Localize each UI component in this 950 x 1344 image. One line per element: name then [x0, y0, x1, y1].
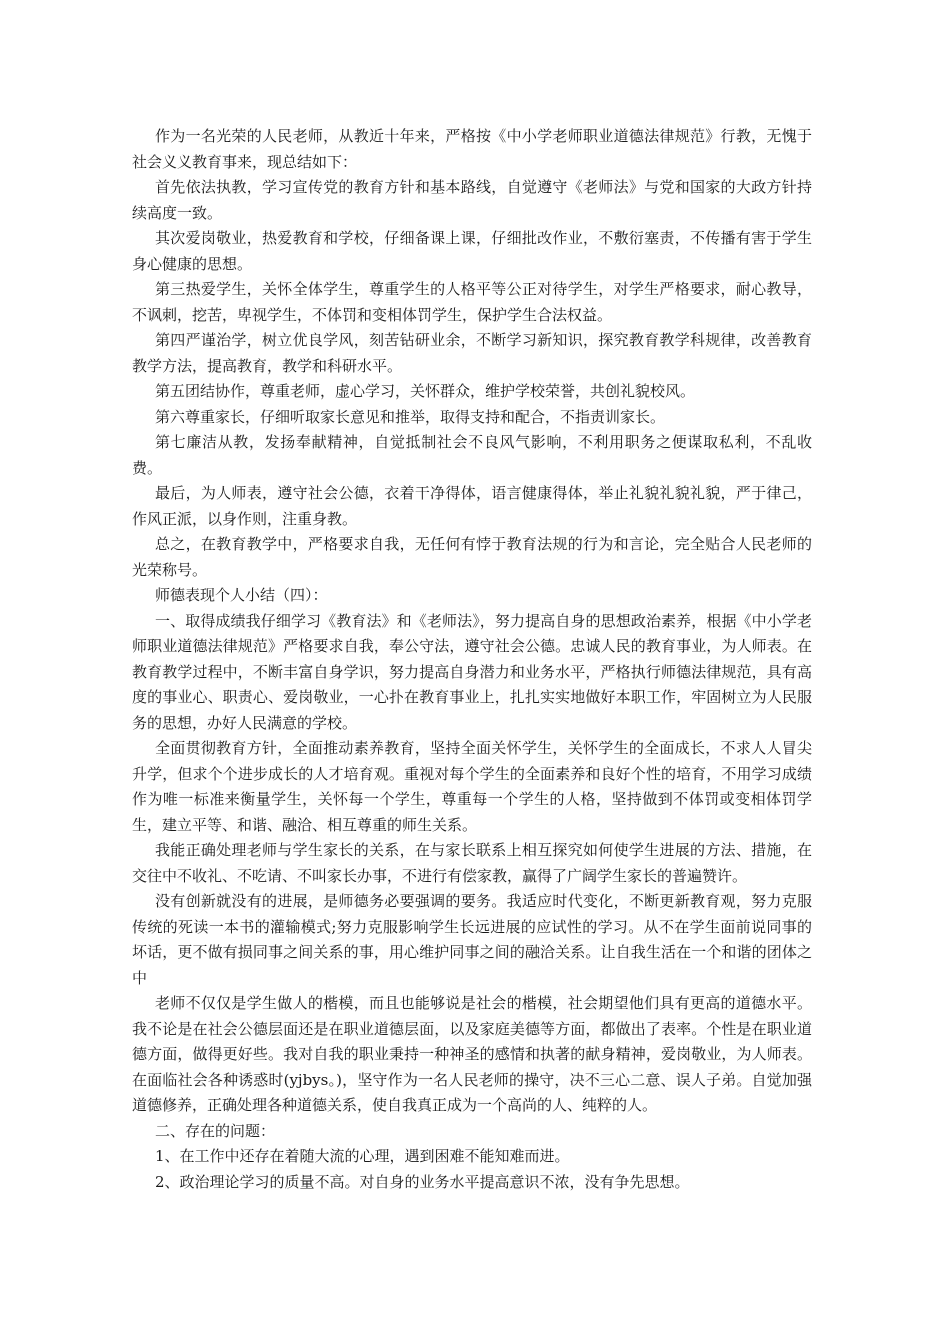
- section-heading-summary-4: 师德表现个人小结（四）：: [155, 586, 328, 604]
- paragraph-students: 第三热爱学生，关怀全体学生，尊重学生的人格平等公正对待学生，对学生严格要求，耐心教导，不讽刺，挖苦，卑视学生，不体罚和变相体罚学生，保护学生合法权益。: [132, 280, 812, 324]
- paragraph-conduct: 最后，为人师表，遵守社会公德，衣着干净得体，语言健康得体，举止礼貌礼貌礼貌，严于律己，作风正派，以身作则，注重身教。: [132, 484, 812, 528]
- problem-item-1: 1、在工作中还存在着随大流的心理，遇到困难不能知难而进。: [155, 1147, 570, 1165]
- paragraph-parents: 第六尊重家长，仔细听取家长意见和推举，取得支持和配合，不指责训家长。: [155, 407, 666, 426]
- paragraph-innovation: 没有创新就没有的进展，是师德务必要强调的要务。我适应时代变化，不断更新教育观，努力克服传统的死读一本书的灌输模式;努力克服影响学生长远进展的应试性的学习。从不在学生面前说同事的坏话，更不做有损同事之间关系的事，用心维护同事之间的融洽关系。让自我生活在一个和谐的团体之中: [132, 892, 812, 987]
- paragraph-parent-relations: 我能正确处理老师与学生家长的关系，在与家长联系上相互探究如何使学生进展的方法、措施，在交往中不收礼、不吃请、不叫家长办事，不进行有偿家教，赢得了广阔学生家长的普遍赞许。: [132, 841, 812, 885]
- paragraph-intro: 作为一名光荣的人民老师，从教近十年来，严格按《中小学老师职业道德法律规范》行教，无愧于社会义义教育事来，现总结如下：: [132, 127, 812, 171]
- paragraph-law: 首先依法执教，学习宣传党的教育方针和基本路线，自觉遵守《老师法》与党和国家的大政方针持续高度一致。: [132, 178, 812, 222]
- paragraph-dedication: 其次爱岗敬业，热爱教育和学校，仔细备课上课，仔细批改作业，不敷衍塞责，不传播有害于学生身心健康的思想。: [132, 229, 812, 273]
- paragraph-achievements: 一、取得成绩我仔细学习《教育法》和《老师法》，努力提高自身的思想政治素养，根据《中小学老师职业道德法律规范》严格要求自我，奉公守法，遵守社会公德。忠诚人民的教育事业，为人师表。在教育教学过程中，不断丰富自身学识，努力提高自身潜力和业务水平，严格执行师德法律规范，具有高度的事业心、职责心、爱岗敬业，一心扑在教育事业上，扎扎实实地做好本职工作，牢固树立为人民服务的思想，办好人民满意的学校。: [132, 611, 812, 732]
- section-heading-problems: 二、存在的问题：: [155, 1121, 276, 1140]
- document-body: [132, 124, 812, 1195]
- paragraph-conclusion: 总之，在教育教学中，严格要求自我，无任何有悖于教育法规的行为和言论，完全贴合人民老师的光荣称号。: [132, 535, 812, 579]
- paragraph-scholarship: 第四严谨治学，树立优良学风，刻苦钻研业余，不断学习新知识，探究教育教学科规律，改善教育教学方法，提高教育，教学和科研水平。: [132, 331, 812, 375]
- paragraph-integrity: 第七廉洁从教，发扬奉献精神，自觉抵制社会不良风气影响，不利用职务之便谋取私利，不乱收费。: [132, 433, 812, 477]
- paragraph-role-model: 老师不仅仅是学生做人的楷模，而且也能够说是社会的楷模，社会期望他们具有更高的道德水平。我不论是在社会公德层面还是在职业道德层面，以及家庭美德等方面，都做出了表率。个性是在职业道德方面，做得更好些。我对自我的职业秉持一种神圣的感情和执著的献身精神，爱岗敬业，为人师表。在面临社会各种诱惑时(yjbys。)，坚守作为一名人民老师的操守，决不三心二意、误人子弟。自觉加强道德修养，正确处理各种道德关系，使自我真正成为一个高尚的人、纯粹的人。: [132, 994, 812, 1114]
- paragraph-education-policy: 全面贯彻教育方针，全面推动素养教育，坚持全面关怀学生，关怀学生的全面成长，不求人人冒尖升学，但求个个进步成长的人才培育观。重视对每个学生的全面素养和良好个性的培育，不用学习成绩作为唯一标准来衡量学生，关怀每一个学生，尊重每一个学生的人格，坚持做到不体罚或变相体罚学生，建立平等、和谐、融洽、相互尊重的师生关系。: [132, 739, 812, 834]
- paragraph-teamwork: 第五团结协作，尊重老师，虚心学习，关怀群众，维护学校荣誉，共创礼貌校风。: [155, 382, 696, 400]
- problem-item-2: 2、政治理论学习的质量不高。对自身的业务水平提高意识不浓，没有争先思想。: [155, 1172, 690, 1191]
